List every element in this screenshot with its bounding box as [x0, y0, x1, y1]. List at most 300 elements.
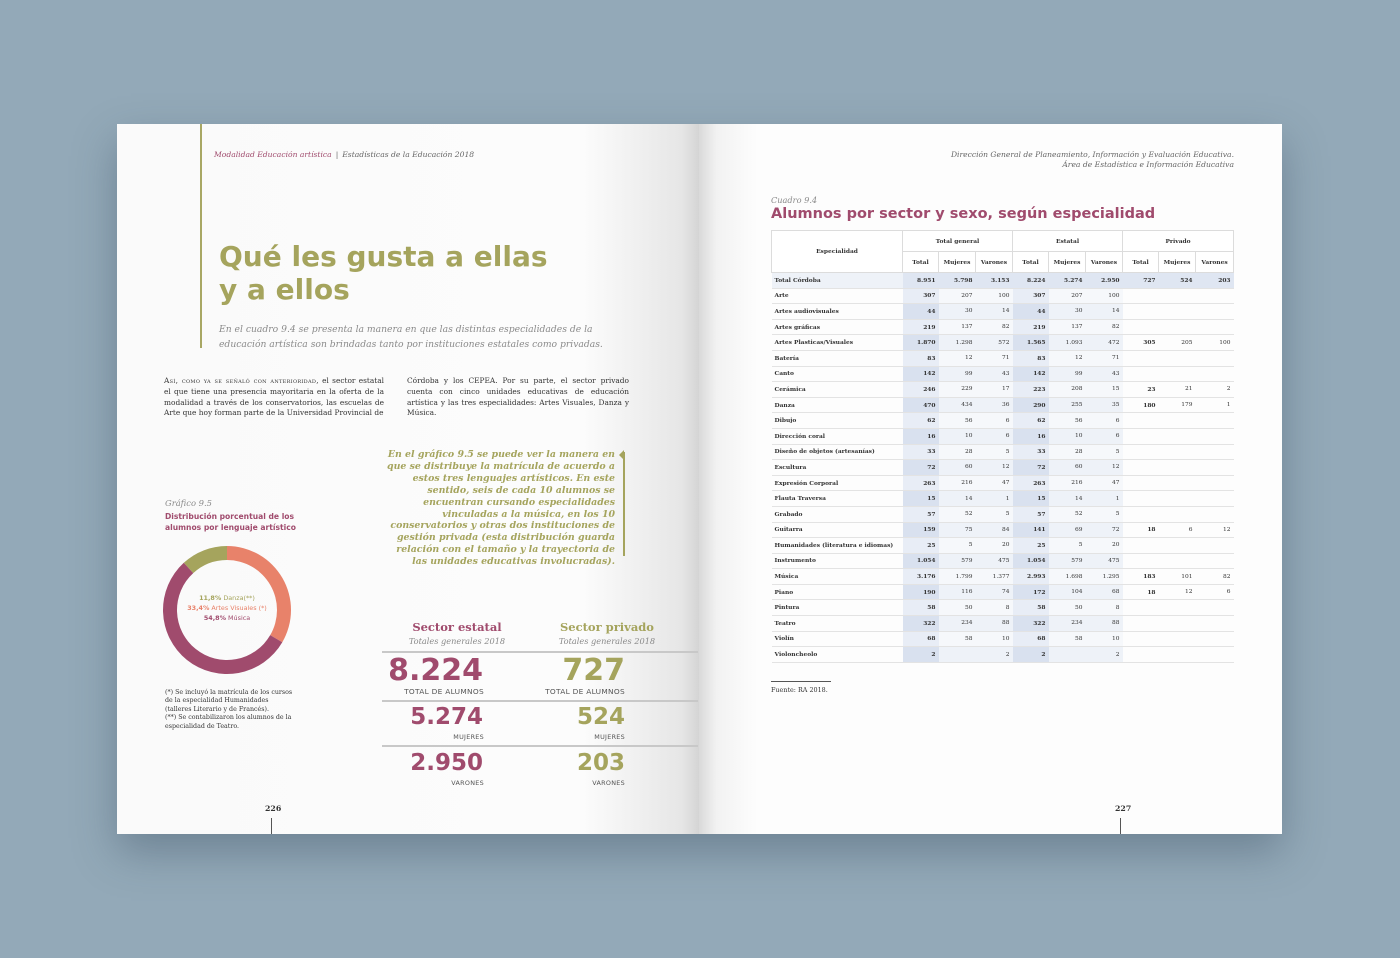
stats-divider [382, 745, 698, 747]
cell-value [1159, 288, 1196, 304]
cell-value [1123, 319, 1159, 335]
table-title: Alumnos por sector y sexo, según especialidad [771, 206, 1156, 222]
privado-header [532, 620, 682, 646]
cell-especialidad: Instrumento [772, 553, 903, 569]
header-line-2: Área de Estadística e Información Educativa [1062, 159, 1234, 169]
cell-value [1196, 288, 1234, 304]
cell-value: 475 [1086, 553, 1123, 569]
cell-value: 472 [1086, 335, 1123, 351]
legend-danza-pct: 11,8% [199, 594, 222, 602]
cell-value: 18 [1123, 522, 1159, 538]
table-row [772, 335, 1234, 351]
cell-value: 1.870 [903, 335, 939, 351]
cell-value: 14 [1049, 491, 1086, 507]
section-name: Modalidad Educación artística [214, 150, 332, 159]
cell-value: 6 [1086, 413, 1123, 429]
cell-value: 263 [903, 475, 939, 491]
cell-value: 12 [1049, 350, 1086, 366]
cell-value: 69 [1049, 522, 1086, 538]
cell-especialidad: Humanidades (literatura e idiomas) [772, 538, 903, 554]
cell-value: 229 [939, 382, 976, 398]
table-row [772, 631, 1234, 647]
cell-value: 60 [939, 460, 976, 476]
cell-value: 14 [976, 304, 1013, 320]
cell-value [1123, 553, 1159, 569]
header-subcol: Varones [1196, 252, 1234, 273]
privado-mujeres-value: 524 [576, 704, 625, 730]
cell-value: 100 [976, 288, 1013, 304]
cell-value: 142 [903, 366, 939, 382]
estatal-total-value: 8.224 [388, 653, 483, 688]
cell-value: 1.799 [939, 569, 976, 585]
header-subcol: Total [903, 252, 939, 273]
privado-title: Sector privado [560, 620, 654, 634]
cell-value: 10 [1049, 428, 1086, 444]
cell-value: 470 [903, 397, 939, 413]
cell-value [1159, 506, 1196, 522]
source-note: Fuente: RA 2018. [771, 686, 828, 694]
cell-value: 25 [1013, 538, 1049, 554]
cell-value: 5.274 [1049, 273, 1086, 289]
cell-value: 2.950 [1086, 273, 1123, 289]
cell-value: 579 [939, 553, 976, 569]
cell-value [1123, 538, 1159, 554]
cell-value: 72 [1086, 522, 1123, 538]
cell-value [1123, 413, 1159, 429]
cell-value: 71 [1086, 350, 1123, 366]
cell-value [1196, 631, 1234, 647]
cell-value [1196, 491, 1234, 507]
cell-value: 141 [1013, 522, 1049, 538]
table-row [772, 350, 1234, 366]
legend-musica [171, 613, 283, 623]
cell-value [1196, 475, 1234, 491]
cell-value [1159, 460, 1196, 476]
cell-value: 16 [903, 428, 939, 444]
cell-value: 101 [1159, 569, 1196, 585]
header-subcol: Total [1013, 252, 1049, 273]
cell-value: 17 [976, 382, 1013, 398]
cell-value: 234 [1049, 616, 1086, 632]
cell-value [1196, 366, 1234, 382]
cell-especialidad: Arte [772, 288, 903, 304]
cell-value: 307 [1013, 288, 1049, 304]
cell-value [1123, 366, 1159, 382]
cell-value: 83 [1013, 350, 1049, 366]
cell-value [1123, 631, 1159, 647]
cell-especialidad: Diseño de objetos (artesanías) [772, 444, 903, 460]
table-row [772, 288, 1234, 304]
cell-value: 1.295 [1086, 569, 1123, 585]
cell-value: 82 [1086, 319, 1123, 335]
cell-value: 58 [939, 631, 976, 647]
cell-value: 12 [1159, 584, 1196, 600]
cell-value: 8 [976, 600, 1013, 616]
table-row [772, 600, 1234, 616]
header-group: Privado [1123, 231, 1234, 252]
cell-value: 5.798 [939, 273, 976, 289]
cell-especialidad: Piano [772, 584, 903, 600]
cell-value [1196, 553, 1234, 569]
cell-value: 88 [1086, 616, 1123, 632]
cell-value: 1 [976, 491, 1013, 507]
cell-especialidad: Danza [772, 397, 903, 413]
cell-value: 12 [976, 460, 1013, 476]
cell-value: 159 [903, 522, 939, 538]
cell-value: 5 [976, 506, 1013, 522]
cell-value: 57 [1013, 506, 1049, 522]
page-number-tick [1120, 818, 1121, 834]
cell-value: 14 [939, 491, 976, 507]
cell-value: 207 [1049, 288, 1086, 304]
cell-value [1159, 616, 1196, 632]
cell-value: 30 [939, 304, 976, 320]
cell-especialidad: Dibujo [772, 413, 903, 429]
table-row [772, 397, 1234, 413]
cell-value: 50 [939, 600, 976, 616]
cell-value [1049, 647, 1086, 663]
smallcaps-opening: Así, como ya se señaló con anterioridad, [164, 376, 319, 385]
cell-value [1159, 600, 1196, 616]
cell-value [1196, 444, 1234, 460]
cell-value: 1.054 [1013, 553, 1049, 569]
header-group: Estatal [1013, 231, 1123, 252]
cell-value: 47 [976, 475, 1013, 491]
cell-value: 104 [1049, 584, 1086, 600]
cell-value: 6 [976, 413, 1013, 429]
cell-value: 99 [1049, 366, 1086, 382]
cell-value: 1.054 [903, 553, 939, 569]
estatal-subtitle: Totales generales 2018 [408, 636, 506, 646]
cell-value [1123, 288, 1159, 304]
cell-especialidad: Grabado [772, 506, 903, 522]
estatal-header [382, 620, 532, 646]
table-header-groups [772, 231, 1234, 252]
cell-value: 12 [1196, 522, 1234, 538]
source-rule [771, 681, 831, 682]
cell-value: 1.298 [939, 335, 976, 351]
cell-value: 75 [939, 522, 976, 538]
cell-value: 99 [939, 366, 976, 382]
cell-value [1123, 460, 1159, 476]
cell-especialidad: Teatro [772, 616, 903, 632]
cell-value: 579 [1049, 553, 1086, 569]
cell-value: 5 [1086, 444, 1123, 460]
legend-artes-label: Artes Visuales (*) [211, 604, 267, 612]
cell-value: 208 [1049, 382, 1086, 398]
cell-especialidad: Violoncheolo [772, 647, 903, 663]
cell-value [1196, 428, 1234, 444]
cell-value: 2 [903, 647, 939, 663]
cell-value: 68 [903, 631, 939, 647]
cell-especialidad: Cerámica [772, 382, 903, 398]
cell-value [1123, 647, 1159, 663]
table-row [772, 460, 1234, 476]
title-line-1: Qué les gusta a ellas [219, 240, 548, 273]
cell-value: 246 [903, 382, 939, 398]
cell-value [1159, 553, 1196, 569]
table-row [772, 319, 1234, 335]
cell-value: 2 [1196, 382, 1234, 398]
cell-value: 100 [1086, 288, 1123, 304]
cell-value: 68 [1013, 631, 1049, 647]
estatal-title: Sector estatal [412, 620, 502, 634]
estatal-varones-label: VARONES [451, 779, 484, 787]
cell-value [1123, 506, 1159, 522]
legend-danza-label: Danza(**) [223, 594, 255, 602]
cell-value: 475 [976, 553, 1013, 569]
cell-value [1159, 444, 1196, 460]
cell-value: 219 [903, 319, 939, 335]
table-row [772, 538, 1234, 554]
cell-value [1196, 616, 1234, 632]
cell-value [1196, 647, 1234, 663]
data-table [771, 230, 1234, 663]
header-subcol: Mujeres [1049, 252, 1086, 273]
header-subcol: Varones [1086, 252, 1123, 273]
cell-value: 84 [976, 522, 1013, 538]
note-1: (*) Se incluyó la matrícula de los cursos de la especialidad Humanidades (talleres Literario y de Francés). [165, 689, 293, 713]
lead-paragraph: En el cuadro 9.4 se presenta la manera en que las distintas especialidades de la educación artística son brindadas tanto por instituciones estatales como privadas. [219, 324, 603, 350]
cell-value: 10 [939, 428, 976, 444]
cell-value: 8.951 [903, 273, 939, 289]
cell-especialidad: Escultura [772, 460, 903, 476]
cell-value: 434 [939, 397, 976, 413]
cell-value [1159, 491, 1196, 507]
page-number-tick [271, 818, 272, 834]
cell-value [1123, 600, 1159, 616]
cell-value: 5 [976, 444, 1013, 460]
cell-value: 3.153 [976, 273, 1013, 289]
cell-value [1159, 304, 1196, 320]
chart-notes [165, 689, 295, 731]
cell-value: 43 [1086, 366, 1123, 382]
cell-value: 20 [1086, 538, 1123, 554]
pull-quote-bar [623, 452, 625, 556]
table-row [772, 444, 1234, 460]
cell-value: 12 [1086, 460, 1123, 476]
cell-value [1196, 350, 1234, 366]
header-subcol: Mujeres [939, 252, 976, 273]
cell-value: 33 [1013, 444, 1049, 460]
table-row [772, 584, 1234, 600]
cell-value: 172 [1013, 584, 1049, 600]
page-title [219, 240, 548, 306]
chart-title: Distribución porcentual de los alumnos por lenguaje artístico [165, 512, 296, 532]
cell-value: 290 [1013, 397, 1049, 413]
cell-value: 52 [1049, 506, 1086, 522]
cell-value: 2.993 [1013, 569, 1049, 585]
cell-value [1159, 319, 1196, 335]
cell-value: 56 [1049, 413, 1086, 429]
cell-especialidad: Pintura [772, 600, 903, 616]
cell-especialidad: Dirección coral [772, 428, 903, 444]
table-row [772, 647, 1234, 663]
table-row [772, 491, 1234, 507]
cell-value [1123, 444, 1159, 460]
cell-value: 23 [1123, 382, 1159, 398]
cell-value: 18 [1123, 584, 1159, 600]
table-label: Cuadro 9.4 [771, 195, 818, 205]
legend-danza [171, 593, 283, 603]
page-number-left: 226 [265, 804, 282, 813]
cell-value: 2 [1086, 647, 1123, 663]
cell-especialidad: Artes audiovisuales [772, 304, 903, 320]
cell-value [1159, 475, 1196, 491]
cell-value: 60 [1049, 460, 1086, 476]
cell-value: 52 [939, 506, 976, 522]
cell-value: 5 [939, 538, 976, 554]
privado-mujeres-label: MUJERES [594, 733, 625, 741]
cell-value: 116 [939, 584, 976, 600]
note-2: (**) Se contabilizaron los alumnos de la especialidad de Teatro. [165, 714, 292, 730]
header-subcol: Mujeres [1159, 252, 1196, 273]
cell-especialidad: Total Córdoba [772, 273, 903, 289]
cell-value: 20 [976, 538, 1013, 554]
table-row [772, 506, 1234, 522]
cell-value: 72 [1013, 460, 1049, 476]
cell-value: 137 [939, 319, 976, 335]
privado-varones-value: 203 [576, 750, 625, 776]
cell-value: 68 [1086, 584, 1123, 600]
legend-artes-pct: 33,4% [187, 604, 210, 612]
cell-value: 3.176 [903, 569, 939, 585]
cell-value [1196, 600, 1234, 616]
cell-value: 216 [1049, 475, 1086, 491]
cell-value: 255 [1049, 397, 1086, 413]
estatal-mujeres-label: MUJERES [453, 733, 484, 741]
cell-value [1159, 350, 1196, 366]
cell-value: 28 [939, 444, 976, 460]
cell-value: 305 [1123, 335, 1159, 351]
cell-value [1123, 428, 1159, 444]
cell-especialidad: Guitarra [772, 522, 903, 538]
cell-value: 1.377 [976, 569, 1013, 585]
cell-value: 205 [1159, 335, 1196, 351]
cell-value: 62 [903, 413, 939, 429]
cell-value: 142 [1013, 366, 1049, 382]
cell-value [1196, 319, 1234, 335]
chart-label: Gráfico 9.5 [165, 498, 212, 508]
cell-value: 183 [1123, 569, 1159, 585]
cell-especialidad: Batería [772, 350, 903, 366]
cell-value [1159, 647, 1196, 663]
title-line-2: y a ellos [219, 273, 350, 306]
cell-value: 43 [976, 366, 1013, 382]
table-row [772, 304, 1234, 320]
cell-value: 58 [903, 600, 939, 616]
cell-value [1159, 428, 1196, 444]
header-subcol: Varones [976, 252, 1013, 273]
page-number-right: 227 [1115, 804, 1132, 813]
left-page [117, 124, 699, 834]
table-row [772, 553, 1234, 569]
cell-value: 322 [903, 616, 939, 632]
cell-value: 6 [1159, 522, 1196, 538]
cell-value: 44 [903, 304, 939, 320]
cell-value: 6 [1196, 584, 1234, 600]
cell-value [1196, 538, 1234, 554]
cell-value: 727 [1123, 273, 1159, 289]
table-row [772, 475, 1234, 491]
table-row [772, 413, 1234, 429]
header-group: Total general [903, 231, 1013, 252]
cell-value: 1.093 [1049, 335, 1086, 351]
cell-value: 33 [903, 444, 939, 460]
cell-value: 8.224 [1013, 273, 1049, 289]
cell-value: 1.698 [1049, 569, 1086, 585]
cell-value: 6 [976, 428, 1013, 444]
privado-total-label: TOTAL DE ALUMNOS [545, 687, 625, 696]
cell-especialidad: Violín [772, 631, 903, 647]
cell-value: 2 [976, 647, 1013, 663]
cell-value: 190 [903, 584, 939, 600]
cell-value: 62 [1013, 413, 1049, 429]
cell-value [1123, 616, 1159, 632]
cell-value [1196, 506, 1234, 522]
cell-value: 72 [903, 460, 939, 476]
cell-value [1196, 413, 1234, 429]
cell-value: 35 [1086, 397, 1123, 413]
cell-value: 88 [976, 616, 1013, 632]
cell-value: 50 [1049, 600, 1086, 616]
cell-value: 263 [1013, 475, 1049, 491]
cell-value: 100 [1196, 335, 1234, 351]
table-row [772, 366, 1234, 382]
cell-value: 137 [1049, 319, 1086, 335]
cell-value: 16 [1013, 428, 1049, 444]
cell-value: 25 [903, 538, 939, 554]
pull-quote-marker [619, 450, 624, 460]
cell-especialidad: Expresión Corporal [772, 475, 903, 491]
estatal-varones-value: 2.950 [410, 750, 483, 776]
cell-value: 58 [1049, 631, 1086, 647]
cell-value: 83 [903, 350, 939, 366]
publication-name: Estadísticas de la Educación 2018 [342, 150, 475, 159]
cell-value: 57 [903, 506, 939, 522]
cell-value: 180 [1123, 397, 1159, 413]
cell-value: 6 [1086, 428, 1123, 444]
cell-value: 56 [939, 413, 976, 429]
cell-value: 234 [939, 616, 976, 632]
body-column-1 [164, 376, 384, 419]
header-separator: | [335, 150, 339, 159]
table-body [772, 273, 1234, 663]
cell-value: 219 [1013, 319, 1049, 335]
accent-rule [200, 124, 202, 348]
cell-value: 572 [976, 335, 1013, 351]
cell-value: 8 [1086, 600, 1123, 616]
cell-value: 15 [903, 491, 939, 507]
cell-value [1123, 491, 1159, 507]
cell-value: 1 [1196, 397, 1234, 413]
cell-value: 44 [1013, 304, 1049, 320]
cell-value: 5 [1049, 538, 1086, 554]
cell-value: 71 [976, 350, 1013, 366]
cell-value: 10 [1086, 631, 1123, 647]
donut-legend [171, 593, 283, 623]
legend-musica-pct: 54,8% [203, 614, 226, 622]
cell-value: 82 [1196, 569, 1234, 585]
cell-value: 10 [976, 631, 1013, 647]
cell-value: 207 [939, 288, 976, 304]
cell-value: 14 [1086, 304, 1123, 320]
table-row [772, 382, 1234, 398]
cell-value: 36 [976, 397, 1013, 413]
cell-value: 30 [1049, 304, 1086, 320]
header-especialidad: Especialidad [772, 231, 903, 273]
table-row [772, 569, 1234, 585]
